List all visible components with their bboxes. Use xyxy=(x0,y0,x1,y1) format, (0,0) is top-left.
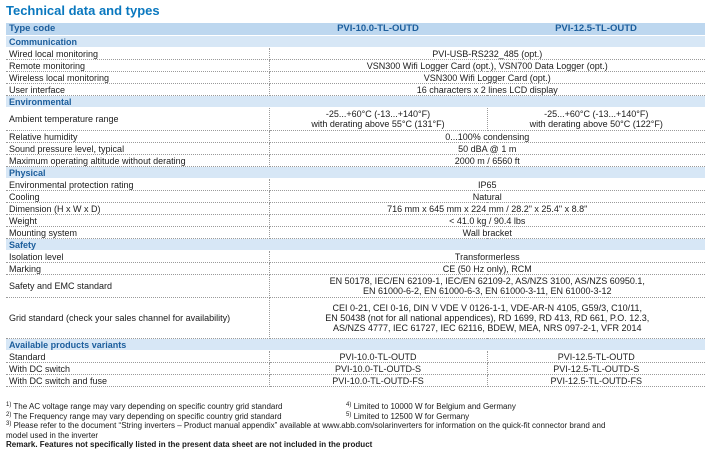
row-label: Wireless local monitoring xyxy=(6,72,269,84)
table-row xyxy=(6,215,705,227)
row-value xyxy=(269,275,705,298)
footnote: $^{4)}$ Limited to 10000 W for Belgium and Germany xyxy=(346,402,516,411)
table-row xyxy=(6,275,705,298)
row-label: Cooling xyxy=(6,191,269,203)
row-label: Mounting system xyxy=(6,227,269,239)
value-line: EN 50178, IEC/EN 62109-1, IEC/EN 62109-2, AS/NZS 3100, AS/NZS 60950.1, xyxy=(329,276,645,286)
row-label: Weight xyxy=(6,215,269,227)
type-code-header: Type code xyxy=(6,23,269,36)
row-value xyxy=(269,298,705,339)
model-1-header: PVI-10.0-TL-OUTD xyxy=(269,23,487,36)
value-line: CEI 0-21, CEI 0-16, DIN V VDE V 0126-1-1, VDE-AR-N 4105, G59/3, C10/11, xyxy=(332,303,642,313)
row-label: Environmental protection rating xyxy=(6,179,269,191)
row-label: With DC switch xyxy=(6,363,269,375)
table-row xyxy=(6,191,705,203)
table-row xyxy=(6,72,705,84)
value-line: with derating above 55°C (131°F) xyxy=(311,119,445,129)
value-line: -25...+60°C (-13...+140°F) xyxy=(325,109,431,119)
row-value: < 41.0 kg / 90.4 lbs xyxy=(269,215,705,227)
row-label: Safety and EMC standard xyxy=(6,275,269,298)
table-row xyxy=(6,108,705,131)
row-label: Relative humidity xyxy=(6,131,269,143)
row-value: PVI-12.5-TL-OUTD xyxy=(487,351,705,363)
row-value: 0...100% condensing xyxy=(269,131,705,143)
row-value: 16 characters x 2 lines LCD display xyxy=(269,84,705,96)
section-row xyxy=(6,36,705,48)
section-row xyxy=(6,339,705,351)
section-variants: Available products variants xyxy=(6,339,705,351)
row-value: PVI-12.5-TL-OUTD-FS xyxy=(487,375,705,387)
value-line: EN 61000-6-2, EN 61000-6-3, EN 61000-3-11, EN 61000-3-12 xyxy=(363,286,612,296)
table-row xyxy=(6,84,705,96)
row-label: Ambient temperature range xyxy=(6,108,269,131)
remark: Remark. Features not specifically listed in the present data sheet are not included in the product xyxy=(6,440,373,450)
row-label: With DC switch and fuse xyxy=(6,375,269,387)
footnote: $^{2)}$ The Frequency range may vary depending on specific country grid standard xyxy=(6,411,282,421)
value-line: with derating above 50°C (122°F) xyxy=(529,119,663,129)
footnote-continued: model used in the inverter xyxy=(6,430,99,440)
row-label: User interface xyxy=(6,84,269,96)
row-value: 2000 m / 6560 ft xyxy=(269,155,705,167)
row-label: Maximum operating altitude without derating xyxy=(6,155,269,167)
row-label: Remote monitoring xyxy=(6,60,269,72)
section-physical: Physical xyxy=(6,167,705,179)
section-row xyxy=(6,239,705,251)
row-value: 716 mm x 645 mm x 224 mm / 28.2" x 25.4" x 8.8" xyxy=(269,203,705,215)
row-value: PVI-10.0-TL-OUTD-S xyxy=(269,363,487,375)
row-value: PVI-10.0-TL-OUTD xyxy=(269,351,487,363)
table-row xyxy=(6,227,705,239)
row-label: Standard xyxy=(6,351,269,363)
footnote-row xyxy=(6,412,705,422)
table-row xyxy=(6,375,705,387)
row-label: Sound pressure level, typical xyxy=(6,143,269,155)
row-label: Isolation level xyxy=(6,251,269,263)
table-row xyxy=(6,131,705,143)
row-value: PVI-12.5-TL-OUTD-S xyxy=(487,363,705,375)
footnote: $^{1)}$ The AC voltage range may vary depending on specific country grid standard xyxy=(6,402,283,411)
row-value: PVI-10.0-TL-OUTD-FS xyxy=(269,375,487,387)
table-row xyxy=(6,251,705,263)
value-line: -25...+60°C (-13...+140°F) xyxy=(544,109,649,119)
row-value: Wall bracket xyxy=(269,227,705,239)
footnote: $^{3)}$ Please refer to the document “String inverters – Product manual appendix” available at www.abb.com/solarinverters for information on the quick-fit connector brand and xyxy=(6,421,606,431)
row-value: Natural xyxy=(269,191,705,203)
row-value: IP65 xyxy=(269,179,705,191)
table-row xyxy=(6,363,705,375)
row-value xyxy=(487,108,705,131)
row-label: Wired local monitoring xyxy=(6,48,269,60)
row-value xyxy=(269,108,487,131)
footnotes xyxy=(6,402,705,450)
table-row xyxy=(6,263,705,275)
table-row xyxy=(6,143,705,155)
table-row xyxy=(6,48,705,60)
table-row xyxy=(6,60,705,72)
row-value: VSN300 Wifi Logger Card (opt.), VSN700 Data Logger (opt.) xyxy=(269,60,705,72)
section-row xyxy=(6,96,705,108)
row-value: VSN300 Wifi Logger Card (opt.) xyxy=(269,72,705,84)
section-communication: Communication xyxy=(6,36,705,48)
page-title: Technical data and types xyxy=(6,3,160,18)
table-row xyxy=(6,203,705,215)
section-environmental: Environmental xyxy=(6,96,705,108)
footnote-row xyxy=(6,402,705,412)
row-value: CE (50 Hz only), RCM xyxy=(269,263,705,275)
row-label: Dimension (H x W x D) xyxy=(6,203,269,215)
table-row xyxy=(6,351,705,363)
row-value: Transformerless xyxy=(269,251,705,263)
table-row xyxy=(6,155,705,167)
section-row xyxy=(6,167,705,179)
model-2-header: PVI-12.5-TL-OUTD xyxy=(487,23,705,36)
row-label: Grid standard (check your sales channel for availability) xyxy=(6,298,269,339)
row-label: Marking xyxy=(6,263,269,275)
table-row xyxy=(6,179,705,191)
footnote: $^{5)}$ Limited to 12500 W for Germany xyxy=(346,411,470,421)
table-header-row xyxy=(6,23,705,36)
row-value: PVI-USB-RS232_485 (opt.) xyxy=(269,48,705,60)
section-safety: Safety xyxy=(6,239,705,251)
value-line: EN 50438 (not for all national appendices), RD 1699, RD 413, RD 661, P.O. 12.3, xyxy=(325,313,650,323)
value-line: AS/NZS 4777, IEC 61727, IEC 62116, BDEW, MEA, NRS 097-2-1, VFR 2014 xyxy=(333,323,642,333)
technical-data-table xyxy=(6,23,705,387)
row-value: 50 dBA @ 1 m xyxy=(269,143,705,155)
table-row xyxy=(6,298,705,339)
